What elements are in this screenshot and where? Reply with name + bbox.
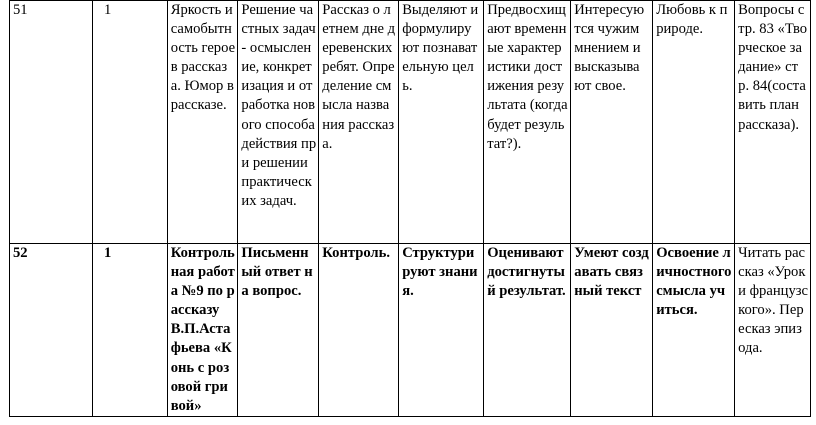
lesson-content: Контроль. (322, 245, 390, 261)
cognitive-skills: Оценивают достигнутый результат. (487, 245, 566, 300)
lesson-number-cell (10, 244, 93, 417)
regulative-cell (399, 1, 484, 244)
task-cell (238, 1, 319, 244)
topic-cell (167, 244, 238, 417)
homework: Читать рассказ «Уроки французского». Пересказ эпизода. (738, 245, 808, 357)
personal-results: Освоение личностного смысла учиться. (656, 245, 732, 319)
lesson-number: 51 (13, 2, 28, 18)
lesson-task: Решение частных задач - осмысление, конкретизация и отработка нового способа действия при решении практических задач. (241, 2, 317, 209)
lesson-number-cell (10, 1, 93, 244)
content-cell (319, 1, 399, 244)
communicative-skills: Умеют создавать связный текст (574, 245, 649, 300)
lesson-content: Рассказ о летнем дне деревенских ребят. Определение смысла названия рассказа. (322, 2, 396, 152)
cognitive-skills: Предвосхищают временные характеристики достижения результата (когда будет результат?). (487, 2, 568, 152)
content-cell (319, 244, 399, 417)
lesson-topic: Контрольная работа №9 по рассказу В.П.Астафьева «Конь с розовой гривой» (170, 245, 235, 414)
task-cell (238, 244, 319, 417)
personal-results: Любовь к природе. (656, 2, 728, 38)
hours-count: 1 (103, 2, 112, 18)
regulative-skills: Выделяют и формулируют познавательную цель. (402, 2, 479, 95)
hours-count: 1 (103, 245, 112, 261)
hours-cell (92, 244, 167, 417)
table-row (10, 1, 811, 244)
communicative-cell (571, 1, 653, 244)
lesson-number: 52 (13, 245, 28, 261)
personal-cell (653, 244, 735, 417)
hours-cell (92, 1, 167, 244)
regulative-skills: Структурируют знания. (402, 245, 478, 300)
table-row (10, 244, 811, 417)
cognitive-cell (484, 244, 571, 417)
communicative-skills: Интересуются чужим мнением и высказывают свое. (574, 2, 645, 95)
personal-cell (653, 1, 735, 244)
homework-cell (735, 244, 811, 417)
topic-cell (167, 1, 238, 244)
communicative-cell (571, 244, 653, 417)
regulative-cell (399, 244, 484, 417)
homework: Вопросы стр. 83 «Творческое задание» стр. 84(составить план рассказа). (738, 2, 808, 133)
cognitive-cell (484, 1, 571, 244)
homework-cell (735, 1, 811, 244)
lesson-topic: Яркость и самобытность героев рассказа. Юмор в рассказе. (170, 2, 236, 114)
lesson-plan-table (9, 0, 811, 417)
lesson-task: Письменный ответ на вопрос. (241, 245, 313, 300)
